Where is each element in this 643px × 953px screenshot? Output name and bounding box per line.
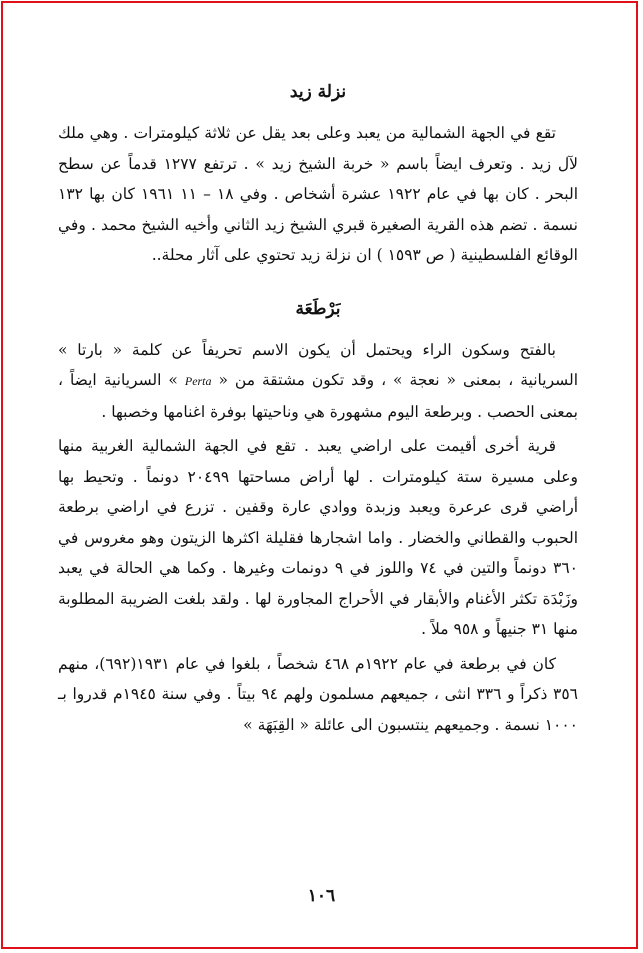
nazlat-zeid-paragraph: تقع في الجهة الشمالية من يعبد وعلى بعد يقل عن ثلاثة كيلومترات . وهي ملك لآل زيد . وتعرف ايضاً باسم « خربة الشيخ زيد » . ترتفع ١٢٧٧ قدماً عن سطح البحر . كان بها في عام ١٩٢٢ عشرة أشخاص . وفي ١٨ – ١١ ١٩٦١ كان بها ١٣٢ نسمة . تضم هذه القرية الصغيرة قبري الشيخ زيد الثاني وأخيه الشيخ محمد . وفي الوقائع الفلسطينية ( ص ١٥٩٣ ) ان نزلة زيد تحتوي على آثار محلة.. xyxy=(58,124,578,264)
barta-etymology-paragraph xyxy=(58,335,578,428)
latin-word-perta: Perta xyxy=(184,374,212,388)
barta-etymology-text-1: بالفتح وسكون الراء ويحتمل أن يكون الاسم تحريفاً عن كلمة « بارتا » السريانية ، بمعنى « نعجة » ، وقد تكون مشتقة من « xyxy=(58,340,578,389)
barta-population-paragraph: كان في برطعة في عام ١٩٢٢م ٤٦٨ شخصاً ، بلغوا في عام ١٩٣١(٦٩٢)، منهم ٣٥٦ ذكراً و ٣٣٦ انثى ، جميعهم مسلمون ولهم ٩٤ بيتاً . وفي سنة ١٩٤٥م قدروا بـ ١٠٠٠ نسمة . وجميعهم ينتسبون الى عائلة « القِبَهَة » xyxy=(58,654,578,734)
barta-etymology-text-2: » السريانية ايضاً ، بمعنى الحصب . وبرطعة اليوم مشهورة هي وناحيتها بوفرة اغنامها وخصبها . xyxy=(58,371,578,421)
page-number: ١٠٦ xyxy=(307,886,336,906)
section-title-barta: بَرْطَعَة xyxy=(295,298,341,319)
barta-description-paragraph: قرية أخرى أقيمت على اراضي يعبد . تقع في الجهة الشمالية الغربية منها وعلى مسيرة ستة كيلومترات . لها أراض مساحتها ٢٠٤٩٩ دونماً . وتحيط بها أراضي قرى عرعرة ويعبد وزبدة ووادي عارة وقفين . تزرع في اراضي برطعة الحبوب والقطاني والخضار . واما اشجارها فقليلة اكثرها الزيتون وهو مغروس في ٣٦٠ دونماً والتين في ٧٤ واللوز في ٩ دونمات وغيرها . وكما هي الحالة في يعبد وزَبْدَة تكثر الأغنام والأبقار في الأحراج المجاورة لها . ولقد بلغت الضريبة المطلوبة منها ٣١ جنيهاً و ٩٥٨ ملاً . xyxy=(58,437,579,638)
section-title-nazlat-zeid: نزلة زيد xyxy=(289,82,347,102)
document-page xyxy=(58,70,578,740)
